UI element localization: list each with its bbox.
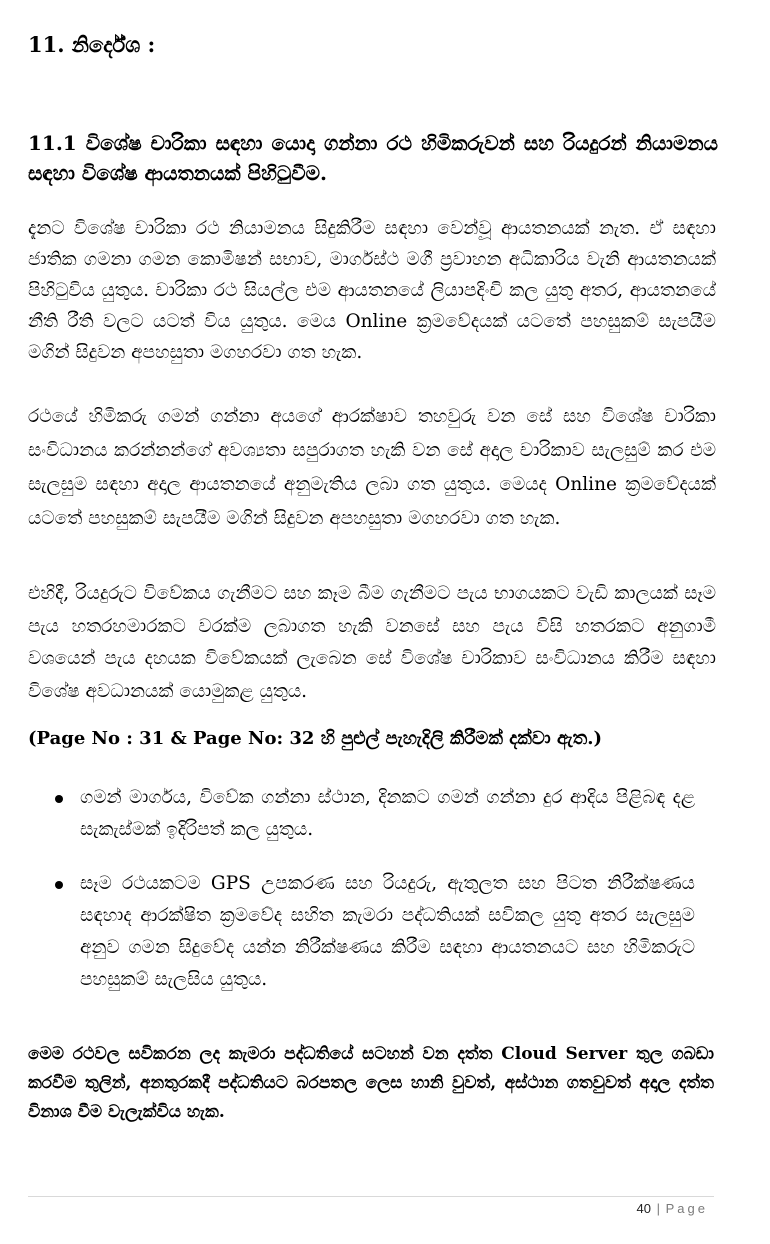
paragraph-authority: දැනට විශේෂ චාරිකා රථ නියාමනය සිදුකිරීම සඳහා වෙන්වූ ආයතනයක් නැත. ඒ සඳහා ජාතික ගමනා ගමන කොමිෂන් සභාව, මාර්ගස්ථ මගී ප්‍රවාහන අධිකාරිය වැනි ආයතනයක් පිහිටුවිය යුතුය. චාරිකා රථ සියල්ල එම ආයතනයේ ලියාපදිංචි කල යුතු අතර, ආයතනයේ නීති රීති වලට යටත් විය යුතුය. මෙය Online ක්‍රමවේදයක් යටතේ පහසුකම් සැපයීම මගින් සිදුවන අපහසුතා මගහරවා ගත හැක. xyxy=(28,218,716,363)
paragraph-driver-rest: එහිදී, රියදුරුට විවේකය ගැනීමට සහ කෑම බීම ගැනීමට පැය භාගයකට වැඩි කාලයක් සෑම පැය හතරහමාරකට වරක්ම ලබාගත හැකි වනසේ සහ පැය විසි හතරකට අනුගාමී වශයෙන් පැය දහයක විවේකයක් ලැබෙන සේ විශේෂ චාරිකාව සංවිධානය කිරීම සඳහා විශේෂ අවධානයක් යොමුකළ යුතුය. xyxy=(28,583,716,702)
footer-divider xyxy=(28,1196,714,1197)
bullet-icon xyxy=(55,881,63,889)
list-item xyxy=(0,782,695,846)
page-reference-note: (Page No : 31 & Page No: 32 හි පුළුල් පැහැදිලි කිරීමක් දක්වා ඇත.) xyxy=(28,728,602,749)
recommendation-list xyxy=(0,782,770,1018)
page-number: 40 xyxy=(636,1201,651,1216)
list-item xyxy=(0,868,695,996)
bullet-icon xyxy=(55,795,63,803)
list-item-text: ගමන් මාර්ගය, විවේක ගන්නා ස්ථාන, දිනකට ගමන් ගන්නා දුර ආදිය පිළිබඳ දළ සැකැස්මක් ඉදිරිපත් කල යුතුය. xyxy=(80,787,695,840)
closing-note: මෙම රථවල සවිකරන ලද කැමරා පද්ධතියේ සටහන් වන දත්ත Cloud Server තුල ගබඩා කරවීම තුලින්, අනතුරකදී පද්ධතියට බරපතල ලෙස හානි වුවත්, අස්ථාන ගතවුවත් අදාල දත්ත විනාශ වීම වැලැක්විය හැක. xyxy=(28,1044,714,1122)
footer-separator: | xyxy=(656,1201,660,1216)
section-heading: 11. නිර්දේශ : xyxy=(28,32,156,57)
page-label: Page xyxy=(665,1201,708,1216)
list-item-text: සෑම රථයකටම GPS උපකරණ සහ රියදුරු, ඇතුලත සහ පිටත නිරීක්ෂණය සඳහාද ආරක්ෂිත ක්‍රමවේද සහිත කැමරා පද්ධතියක් සවිකල යුතු අතර සැලසුම අනුව ගමන සිදුවේද යන්න නිරීක්ෂණය කිරීම සඳහා ආයතනයට සහ හිමිකරුට පහසුකම් සැලසිය යුතුය. xyxy=(80,873,695,990)
paragraph-approval: රථයේ හිමිකරු ගමන් ගන්නා අයගේ ආරක්ෂාව තහවුරු වන සේ සහ විශේෂ චාරිකා සංවිධානය කරන්නන්ගේ අවශ්‍යතා සපුරාගත හැකි වන සේ අදාල චාරිකාව සැලසුම් කර එම සැලසුම සඳහා අදාල ආයතනයේ අනුමැතිය ලබා ගත යුතුය. මෙයද Online ක්‍රමවේදයක් යටතේ පහසුකම් සැපයීම මගින් සිදුවන අපහසුතා මගහරවා ගත හැක. xyxy=(28,406,716,529)
subsection-heading: 11.1 විශේෂ චාරිකා සඳහා යොදා ගන්නා රථ හිමිකරුවන් සහ රියදුරන් නියාමනය සඳහා විශේෂ ආයතනයක් පිහිටුවීම. xyxy=(28,131,718,185)
page-footer xyxy=(637,1201,708,1216)
